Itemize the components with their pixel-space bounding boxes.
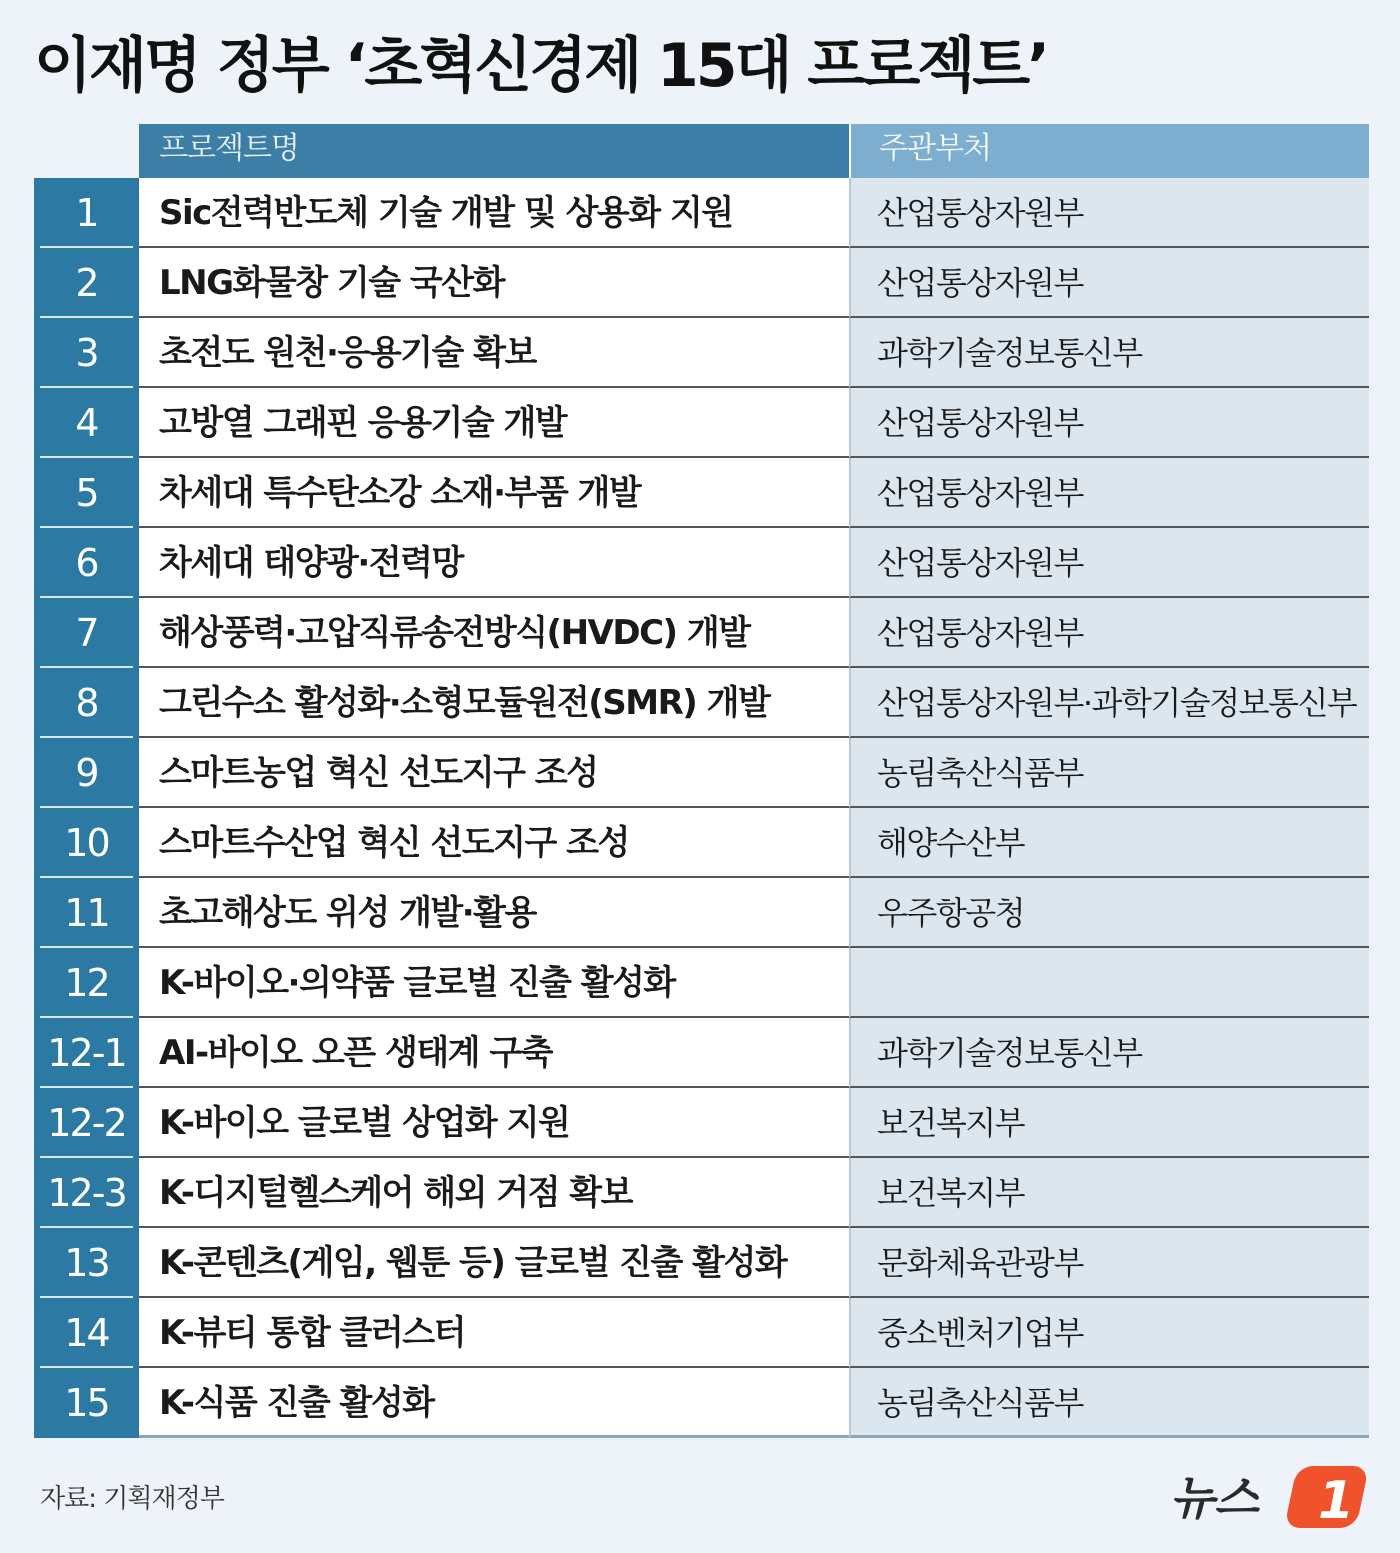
row-department: 과학기술정보통신부 xyxy=(849,318,1369,388)
row-department: 중소벤처기업부 xyxy=(849,1298,1369,1368)
row-number: 7 xyxy=(34,598,139,668)
table-row xyxy=(34,1228,1369,1298)
row-number: 8 xyxy=(34,668,139,738)
row-number: 4 xyxy=(34,388,139,458)
row-project-name: K-바이오·의약품 글로벌 진출 활성화 xyxy=(139,948,849,1018)
row-department: 문화체육관광부 xyxy=(849,1228,1369,1298)
row-number: 5 xyxy=(34,458,139,528)
row-department: 산업통상자원부 xyxy=(849,458,1369,528)
row-number: 14 xyxy=(34,1298,139,1368)
table-row xyxy=(34,1298,1369,1368)
row-project-name: 해상풍력·고압직류송전방식(HVDC) 개발 xyxy=(139,598,849,668)
row-project-name: AI-바이오 오픈 생태계 구축 xyxy=(139,1018,849,1088)
row-project-name: Sic전력반도체 기술 개발 및 상용화 지원 xyxy=(139,178,849,248)
row-project-name: K-식품 진출 활성화 xyxy=(139,1368,849,1438)
row-number: 10 xyxy=(34,808,139,878)
table-row xyxy=(34,528,1369,598)
row-department: 산업통상자원부 xyxy=(849,528,1369,598)
row-project-name: 그린수소 활성화·소형모듈원전(SMR) 개발 xyxy=(139,668,849,738)
row-project-name: K-디지털헬스케어 해외 거점 확보 xyxy=(139,1158,849,1228)
row-project-name: 초고해상도 위성 개발·활용 xyxy=(139,878,849,948)
row-department: 산업통상자원부 xyxy=(849,178,1369,248)
row-number: 2 xyxy=(34,248,139,318)
table-row xyxy=(34,948,1369,1018)
logo-mark-text: 1 xyxy=(1318,1471,1355,1531)
page-title: 이재명 정부 ‘초혁신경제 15대 프로젝트’ xyxy=(34,31,1048,101)
row-project-name: 차세대 태양광·전력망 xyxy=(139,528,849,598)
row-number: 6 xyxy=(34,528,139,598)
header-department: 주관부처 xyxy=(849,124,1369,178)
table-row xyxy=(34,808,1369,878)
table-row xyxy=(34,1158,1369,1228)
row-department: 해양수산부 xyxy=(849,808,1369,878)
row-number: 11 xyxy=(34,878,139,948)
row-project-name: LNG화물창 기술 국산화 xyxy=(139,248,849,318)
table-row xyxy=(34,318,1369,388)
table-row xyxy=(34,178,1369,248)
row-department: 산업통상자원부 xyxy=(849,388,1369,458)
table-row xyxy=(34,248,1369,318)
row-project-name: K-바이오 글로벌 상업화 지원 xyxy=(139,1088,849,1158)
row-department: 과학기술정보통신부 xyxy=(849,1018,1369,1088)
row-number: 12-2 xyxy=(34,1088,139,1158)
table-row xyxy=(34,458,1369,528)
projects-table xyxy=(34,124,1369,1438)
source-note: 자료: 기획재정부 xyxy=(40,1484,224,1514)
row-department: 농림축산식품부 xyxy=(849,1368,1369,1438)
table-row xyxy=(34,1088,1369,1158)
row-number: 3 xyxy=(34,318,139,388)
row-department: 보건복지부 xyxy=(849,1088,1369,1158)
row-department: 산업통상자원부 xyxy=(849,248,1369,318)
table-row xyxy=(34,1368,1369,1438)
row-project-name: K-뷰티 통합 클러스터 xyxy=(139,1298,849,1368)
row-department: 우주항공청 xyxy=(849,878,1369,948)
table-row xyxy=(34,388,1369,458)
header-project-name: 프로젝트명 xyxy=(139,124,849,178)
table-body xyxy=(34,178,1369,1438)
table-header xyxy=(34,124,1369,178)
row-number: 1 xyxy=(34,178,139,248)
table-row xyxy=(34,738,1369,808)
row-number: 13 xyxy=(34,1228,139,1298)
row-project-name: 차세대 특수탄소강 소재·부품 개발 xyxy=(139,458,849,528)
row-number: 15 xyxy=(34,1368,139,1438)
table-row xyxy=(34,878,1369,948)
row-department: 산업통상자원부 xyxy=(849,598,1369,668)
row-number: 12 xyxy=(34,948,139,1018)
news1-logo xyxy=(1168,1462,1368,1532)
row-project-name: 스마트농업 혁신 선도지구 조성 xyxy=(139,738,849,808)
row-project-name: 고방열 그래핀 응용기술 개발 xyxy=(139,388,849,458)
table-row xyxy=(34,668,1369,738)
row-department xyxy=(849,948,1369,1018)
row-number: 12-1 xyxy=(34,1018,139,1088)
row-department: 보건복지부 xyxy=(849,1158,1369,1228)
row-department: 농림축산식품부 xyxy=(849,738,1369,808)
row-project-name: 스마트수산업 혁신 선도지구 조성 xyxy=(139,808,849,878)
row-project-name: 초전도 원천·응용기술 확보 xyxy=(139,318,849,388)
row-project-name: K-콘텐츠(게임, 웹툰 등) 글로벌 진출 활성화 xyxy=(139,1228,849,1298)
row-department: 산업통상자원부·과학기술정보통신부 xyxy=(849,668,1369,738)
table-row xyxy=(34,1018,1369,1088)
logo-text: 뉴스 xyxy=(1170,1471,1259,1525)
row-number: 9 xyxy=(34,738,139,808)
row-number: 12-3 xyxy=(34,1158,139,1228)
table-row xyxy=(34,598,1369,668)
